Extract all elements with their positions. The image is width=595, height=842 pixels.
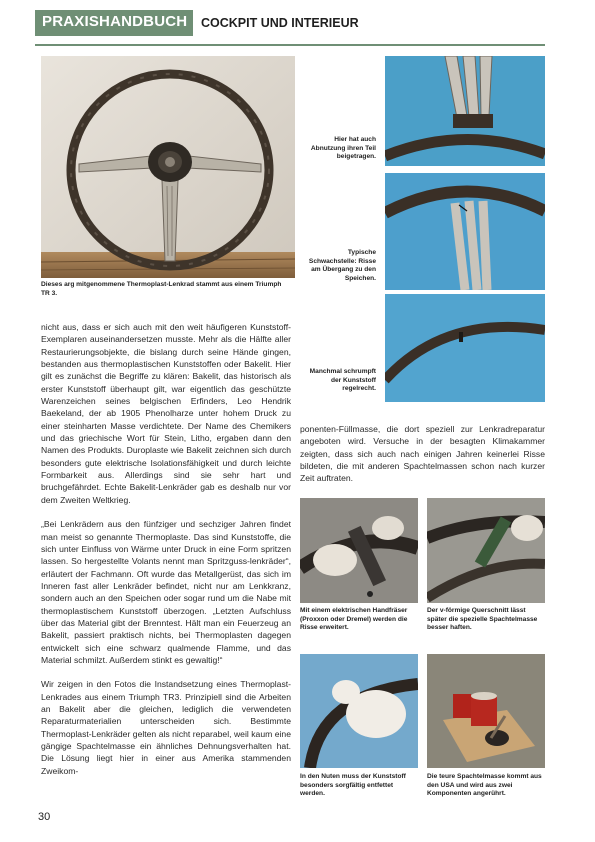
paragraph-bakelit: nicht aus, dass er sich auch mit den weit häufigeren Kunststoff-Exemplaren auseinandersetzen musste. Mehr als die Hälfte aller Restaurierungsobjekte, die bislang durch seine Hände gingen, bestanden aus thermoplastischen Kunststoffen oder Bakelit. Hier gilt es zunächst die Begriffe zu klären: Bakelit, das historisch als erster Kunststoff überhaupt gilt, war eigentlich das geschützte Warenzeichen seines belgischen Erfinders, Leo Hendrik Baekeland, der ab 1905 Phenolharze unter hohem Druck zu einer steinharten Masse verdichtete. Der Name des Chemikers und das griechische Wort für Stein, Litho, ergaben dann den Namen des Produkts. Duroplaste wie Bakelit zeichnen sich durch besonders gute elektrische Isolationsfähigkeit und durch leichte Formbarkeit aus. Allerdings sind sie sehr hart und bruchgefährdet. Echte Bakelit-Lenkräder gab es deshalb nur vor dem Zweiten Weltkrieg. [41,322,291,505]
v-cut-caption: Der v-förmige Querschnitt lässt später die spezielle Spachtelmasse besser haften. [427,607,538,632]
shrink-detail-photo [385,294,545,402]
wear-detail-photo [385,56,545,166]
grooves-caption: In den Nuten muss der Kunststoff besonders sorgfältig entfettet werden. [300,773,406,798]
main-photo-caption: Dieses arg mitgenommene Thermoplast-Lenkrad stammt aus einem Triumph TR 3. [41,281,282,297]
article-left-column [41,321,291,777]
article-right-column [300,423,545,485]
grinder-caption: Mit einem elektrischen Handfräser (Proxxon oder Dremel) werden die Risse erweitert. [300,607,408,632]
section-title: PRAXISHANDBUCH [42,13,188,30]
weak-spot-caption: Typische Schwachstelle: Risse am Übergang zu den Speichen. [308,249,376,282]
paragraph-instandsetzung: Wir zeigen in den Fotos die Instandsetzung eines Thermoplast-Lenkrades aus einem Triumph TR3. Prinzipiell sind die Arbeiten an Bakelit aber die gleichen, lediglich die verwendeten Reparaturmaterialien unterscheiden sich. Bestimmte Thermoplast-Lenkräder gelten als nicht reparabel, weil kaum eine gängige Spachtelmasse ein ähnliches Dehnungsverhalten hat. Die Lösung liegt hier in einer aus Amerika stammenden Zweikom- [41,679,291,776]
main-steering-wheel-photo [41,56,295,278]
v-cut-photo [427,498,545,603]
paragraph-thermoplaste: „Bei Lenkrädern aus den fünfziger und sechziger Jahren findet man meist so genannte Thermoplaste. Das sind Kunststoffe, die sich unter Einfluss von Wärme unter Druck in eine Form spritzen lassen. So hergestellte Volants nennt man Spritzguss-lenkräder“, erläutert der Fachmann. Oft wurde das Metallgerüst, das sich im Inneren fast aller Lenkräder befindet, nicht nur am Lenkkranz, sondern auch an den Speichen oder sogar rund um die Nabe mit thermoplastischem Kunststoff überzogen. „Letzten Aufschluss über das Material gibt der Brenntest. Hält man ein Feuerzeug an Bakelit, passiert praktisch nichts, bei Thermoplasten dagegen entwickelt sich eine schwarz qualmende Flamme, und das Material schmilzt. Außerdem stinkt es gewaltig!“ [41,519,291,665]
grinder-photo [300,498,418,603]
header-rule [35,44,545,46]
filler-photo [427,654,545,768]
paragraph-fuellmasse: ponenten-Füllmasse, die dort speziell zur Lenkradreparatur angeboten wird. Versuche in der besagten Klimakammer zeigten, dass sich auch nach einigen Jahren keinerlei Risse bildeten, die mit anderen Spachtelmassen schon nach kurzer Zeit auftraten. [300,424,545,484]
grooves-photo [300,654,418,768]
weak-spot-photo [385,173,545,290]
wear-caption: Hier hat auch Abnutzung ihren Teil beigetragen. [310,136,376,161]
page-number: 30 [38,811,51,823]
shrink-caption: Manchmal schrumpft der Kunststoff regelrecht. [309,368,376,393]
filler-caption: Die teure Spachtelmasse kommt aus den USA und wird aus zwei Komponenten angerührt. [427,773,542,798]
chapter-title: COCKPIT UND INTERIEUR [201,16,359,30]
